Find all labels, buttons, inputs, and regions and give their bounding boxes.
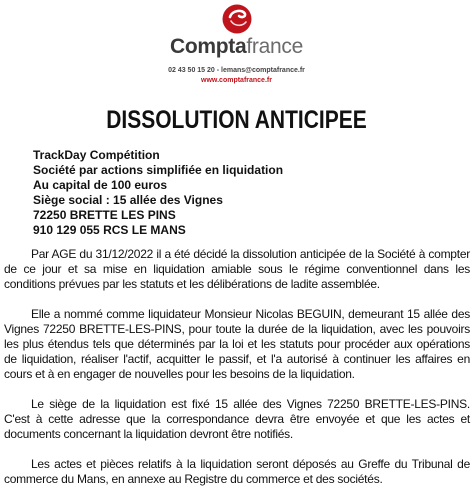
company-address: Siège social : 15 allée des Vignes bbox=[33, 193, 223, 207]
contact-line: 02 43 50 15 20 - lemans@comptafrance.fr bbox=[168, 67, 305, 74]
header bbox=[0, 0, 473, 96]
brand-name bbox=[0, 36, 473, 58]
announcement-body bbox=[4, 247, 470, 502]
brand-name-part1: Compta bbox=[170, 35, 247, 58]
company-legal-form: Société par actions simplifiée en liquidation bbox=[33, 163, 284, 177]
company-block bbox=[33, 148, 283, 238]
paragraph-filing: Les actes et pièces relatifs à la liquidation seront déposés au Greffe du Tribunal de commerce du Mans, en annexe au Registre du commerce et des sociétés. bbox=[4, 457, 470, 486]
company-registration: 910 129 055 RCS LE MANS bbox=[33, 223, 186, 237]
document-title: DISSOLUTION ANTICIPEE bbox=[106, 106, 367, 134]
company-name: TrackDay Compétition bbox=[33, 148, 160, 162]
comptafrance-logo-icon bbox=[222, 4, 252, 34]
brand-name-part2: france bbox=[246, 35, 303, 58]
paragraph-liquidator: Elle a nommé comme liquidateur Monsieur Nicolas BEGUIN, demeurant 15 allée des Vignes 72250 BRETTE-LES-PINS, pour toute la durée de la liquidation, avec les pouvoirs les plus étendus tels que déterminés par la loi et les statuts pour procéder aux opérations de liquidation, réaliser l'actif, acquitter le passif, et l'a autorisé à continuer les affaires en cours et à en engager de nouvelles pour les besoins de la liquidation. bbox=[4, 307, 470, 381]
website-link[interactable]: www.comptafrance.fr bbox=[201, 77, 272, 84]
company-capital: Au capital de 100 euros bbox=[33, 178, 168, 192]
paragraph-liquidation-seat: Le siège de la liquidation est fixé 15 allée des Vignes 72250 BRETTE-LES-PINS. C'est à cette adresse que la correspondance devra être envoyée et que les actes et documents concernant la liquidation devront être notifiés. bbox=[4, 397, 470, 441]
paragraph-dissolution: Par AGE du 31/12/2022 il a été décidé la dissolution anticipée de la Société à compter de ce jour et sa mise en liquidation amiable sous le régime conventionnel dans les conditions prévues par les statuts et les délibérations de ladite assemblée. bbox=[4, 247, 470, 291]
company-city: 72250 BRETTE LES PINS bbox=[33, 208, 176, 222]
